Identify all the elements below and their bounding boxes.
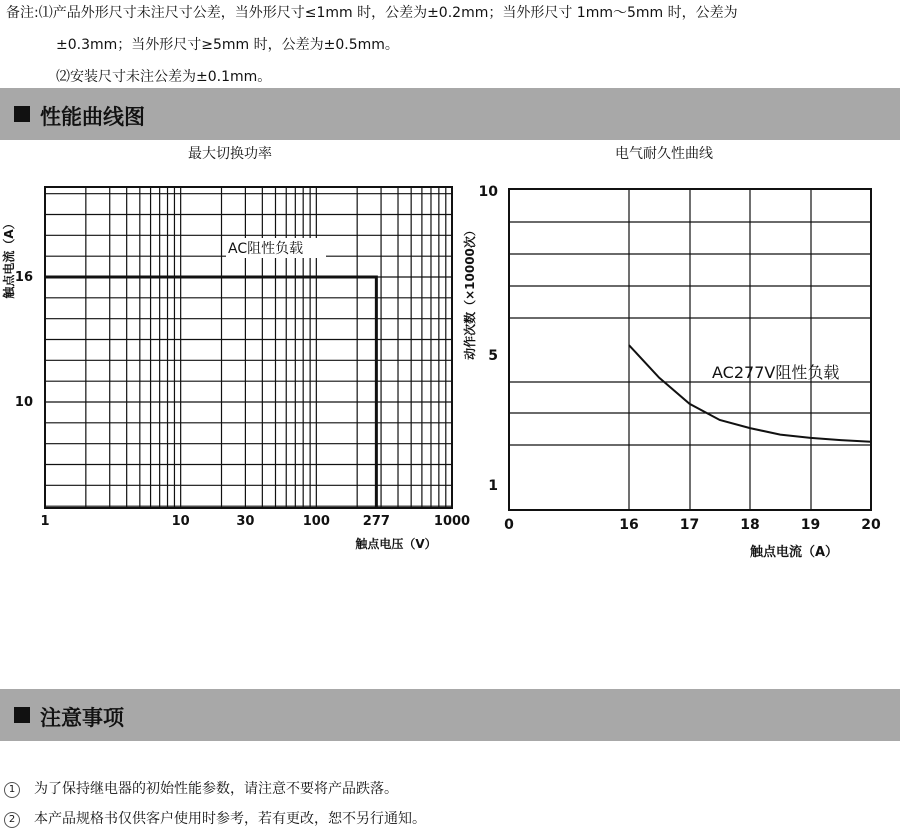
chart2-y-tick-label: 1 bbox=[488, 478, 498, 494]
chart1-grid bbox=[45, 187, 452, 508]
chart2-x-tick-label: 16 bbox=[619, 517, 639, 533]
notice-item-2 bbox=[4, 808, 426, 828]
notice-item-text: 为了保持继电器的初始性能参数，请注意不要将产品跌落。 bbox=[34, 781, 398, 797]
chart1-ylabel: 触点电流（A） bbox=[2, 217, 16, 299]
chart1-title: 最大切换功率 bbox=[188, 146, 272, 162]
circled-number: 2 bbox=[4, 812, 20, 828]
chart1-ticks bbox=[15, 270, 470, 529]
section-title-notice: 注意事项 bbox=[40, 706, 124, 730]
chart1-x-tick-label: 30 bbox=[236, 514, 255, 529]
note-line-1: 备注:⑴产品外形尺寸未注尺寸公差，当外形尺寸≤1mm 时，公差为±0.2mm；当外形尺寸 1mm～5mm 时，公差为 bbox=[6, 5, 738, 21]
chart1-x-tick-label: 10 bbox=[171, 514, 190, 529]
chart2-grid bbox=[509, 189, 871, 510]
chart2-xlabel: 触点电流（A） bbox=[749, 545, 839, 560]
chart1-x-tick-label: 1 bbox=[40, 514, 50, 529]
chart2-y-tick-label: 5 bbox=[488, 348, 498, 364]
chart1-x-tick-label: 277 bbox=[362, 514, 390, 529]
section-title-curves: 性能曲线图 bbox=[40, 105, 145, 129]
circled-number: 1 bbox=[4, 782, 20, 798]
chart2-ticks bbox=[479, 184, 881, 533]
chart1-annotation: AC阻性负载 bbox=[228, 241, 304, 257]
chart1-x-tick-label: 100 bbox=[302, 514, 330, 529]
chart-max-switching-power bbox=[1, 145, 470, 551]
chart1-x-tick-label: 1000 bbox=[433, 514, 471, 529]
chart2-ylabel: 动作次数（×10000次） bbox=[463, 224, 477, 360]
chart1-y-tick-label: 16 bbox=[14, 270, 33, 285]
note-line-3: ⑵安装尺寸未注公差为±0.1mm。 bbox=[56, 69, 272, 85]
chart-electrical-endurance bbox=[462, 145, 881, 560]
chart2-x-tick-label: 19 bbox=[800, 517, 821, 533]
notice-item-1 bbox=[4, 778, 398, 798]
chart1-xlabel: 触点电压（V） bbox=[355, 537, 437, 551]
chart2-annotation: AC277V阻性负载 bbox=[712, 363, 840, 382]
note-line-2: ±0.3mm；当外形尺寸≥5mm 时，公差为±0.5mm。 bbox=[56, 37, 399, 53]
chart2-x-tick-label: 20 bbox=[861, 517, 881, 533]
chart1-series-line bbox=[45, 277, 376, 508]
chart1-series bbox=[45, 277, 376, 508]
chart2-x-tick-label: 0 bbox=[504, 517, 514, 533]
square-bullet-icon bbox=[14, 707, 30, 723]
chart1-y-tick-label: 10 bbox=[14, 395, 33, 410]
section-header-notice bbox=[0, 689, 900, 741]
chart2-x-tick-label: 18 bbox=[740, 517, 760, 533]
chart2-x-tick-label: 17 bbox=[679, 517, 700, 533]
notice-item-text: 本产品规格书仅供客户使用时参考，若有更改，恕不另行通知。 bbox=[34, 811, 426, 827]
chart2-y-tick-label: 10 bbox=[478, 184, 498, 200]
chart2-title: 电气耐久性曲线 bbox=[615, 146, 713, 162]
